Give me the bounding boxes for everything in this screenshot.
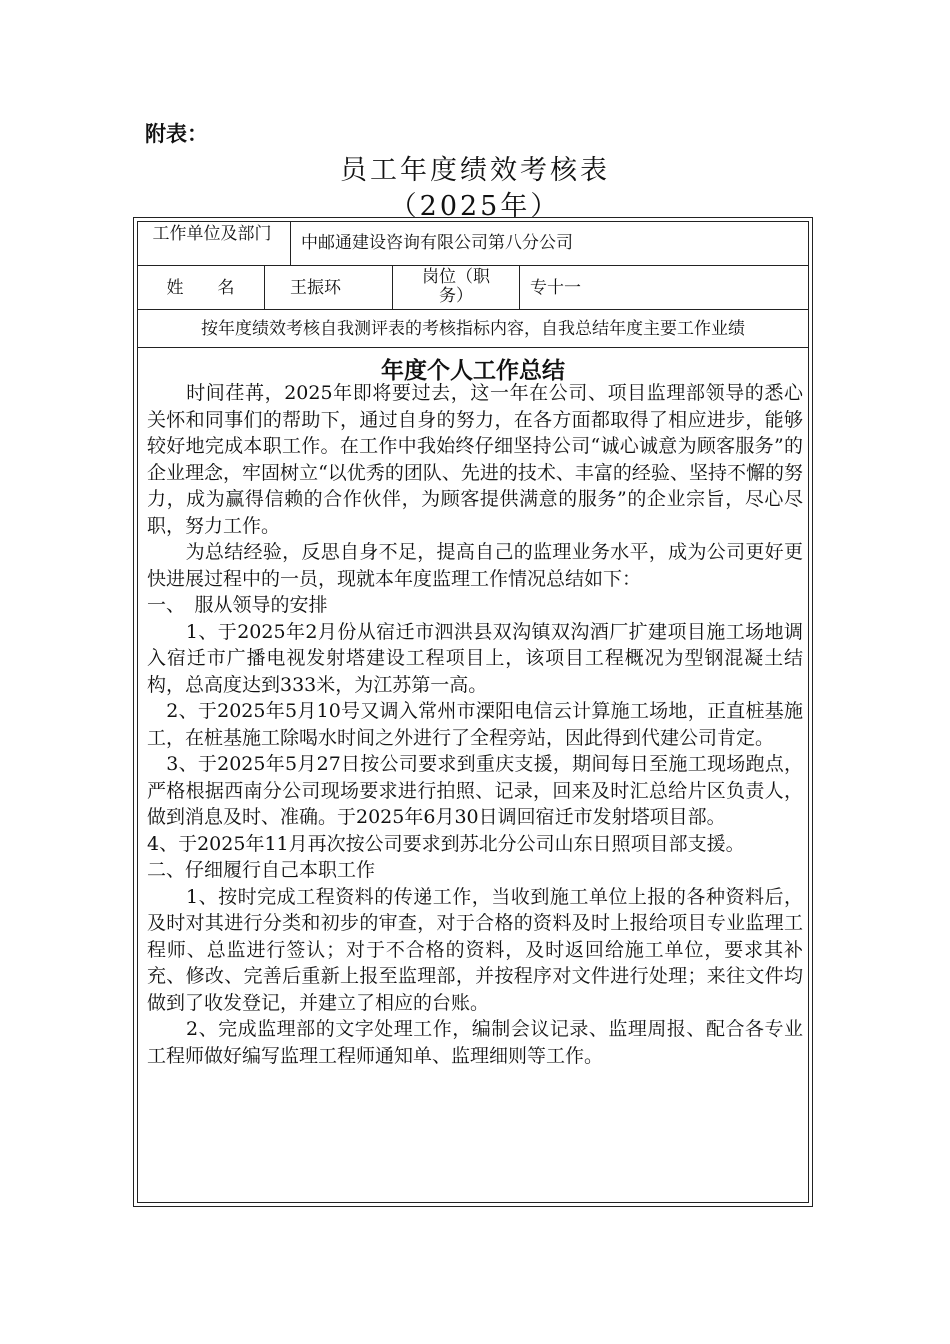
instruction-text: 按年度绩效考核自我测评表的考核指标内容，自我总结年度主要工作业绩 (201, 319, 745, 339)
section-heading: 二、仔细履行自己本职工作 (147, 859, 376, 881)
summary-paragraph: 4、于2025年11月再次按公司要求到苏北分公司山东日照项目部支援。 (147, 832, 745, 855)
summary-title: 年度个人工作总结 (381, 357, 565, 384)
row-divider (137, 265, 809, 266)
unit-value: 中邮通建设咨询有限公司第八分公司 (301, 233, 573, 253)
form-title: 员工年度绩效考核表 (340, 155, 610, 186)
summary-paragraph: 3、于2025年5月27日按公司要求到重庆支援，期间每日至施工现场跑点，严格根据西南分公司现场要求进行拍照、记录，回来及时汇总给片区负责人，做到消息及时、准确。于2025年6月30日调回宿迁市发射塔项目部。 (147, 753, 803, 828)
summary-paragraph: 2、完成监理部的文字处理工作，编制会议记录、监理周报、配合各专业工程师做好编写监理工程师通知单、监理细则等工作。 (147, 1018, 803, 1067)
summary-body (147, 380, 803, 1069)
col-divider (392, 265, 393, 309)
summary-paragraph: 时间荏苒，2025年即将要过去，这一年在公司、项目监理部领导的悉心关怀和同事们的帮助下，通过自身的努力，在各方面都取得了相应进步，能够较好地完成本职工作。在工作中我始终仔细坚持公司“诚心诚意为顾客服务”的企业理念，牢固树立“以优秀的团队、先进的技术、丰富的经验、坚持不懈的努力，成为赢得信赖的合作伙伴，为顾客提供满意的服务”的企业宗旨，尽心尽职，努力工作。 (147, 382, 803, 537)
name-label: 姓 名 (166, 278, 235, 298)
annex-label: 附表： (145, 121, 208, 146)
col-divider (290, 221, 291, 265)
position-label: 岗位（职务） (422, 267, 490, 306)
summary-paragraph: 2、于2025年5月10号又调入常州市溧阳电信云计算施工场地，正直桩基施工，在桩基施工除喝水时间之外进行了全程旁站，因此得到代建公司肯定。 (147, 700, 803, 749)
col-divider (264, 265, 265, 309)
summary-paragraph: 1、于2025年2月份从宿迁市泗洪县双沟镇双沟酒厂扩建项目施工场地调入宿迁市广播电视发射塔建设工程项目上，该项目工程概况为型钢混凝土结构，总高度达到333米，为江苏第一高。 (147, 620, 803, 696)
name-value: 王振环 (290, 278, 341, 298)
summary-paragraph: 为总结经验，反思自身不足，提高自己的监理业务水平，成为公司更好更快进展过程中的一员，现就本年度监理工作情况总结如下： (147, 541, 803, 590)
form-year: （2025年） (389, 191, 561, 222)
summary-paragraph: 1、按时完成工程资料的传递工作，当收到施工单位上报的各种资料后，及时对其进行分类和初步的审查，对于合格的资料及时上报给项目专业监理工程师、总监进行签认；对于不合格的资料，及时返回给施工单位，要求其补充、修改、完善后重新上报至监理部，并按程序对文件进行处理；来往文件均做到了收发登记，并建立了相应的台账。 (147, 885, 803, 1014)
position-value: 专十一 (530, 278, 581, 298)
row-divider (137, 347, 809, 348)
row-divider (137, 309, 809, 310)
unit-label: 工作单位及部门 (152, 224, 272, 244)
section-heading: 一、 服从领导的安排 (147, 594, 328, 616)
col-divider (519, 265, 520, 309)
